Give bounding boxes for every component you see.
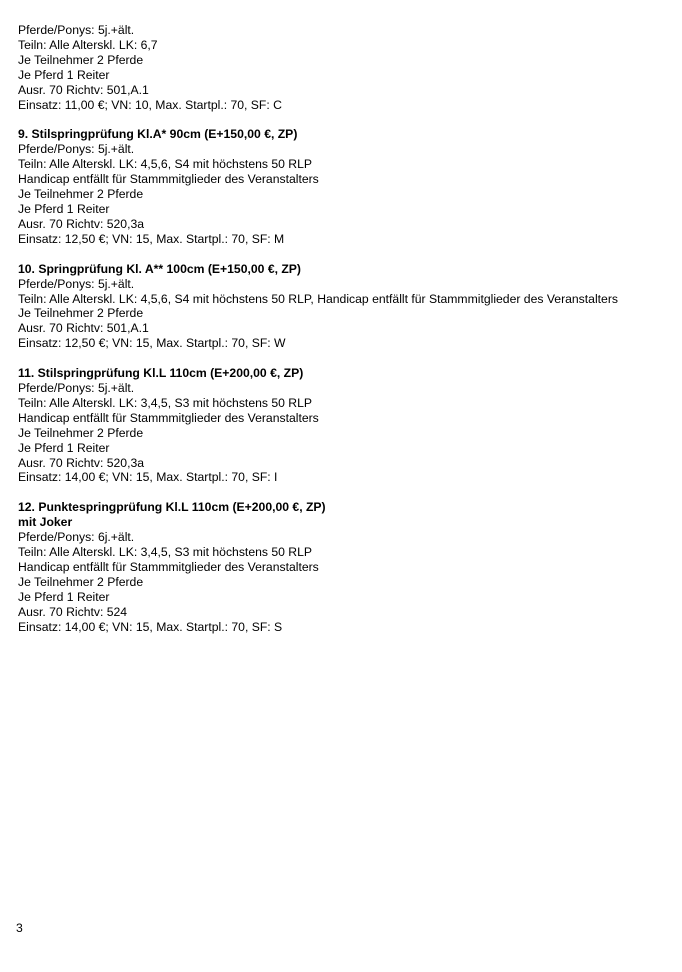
section-line: Ausr. 70 Richtv: 520,3a (18, 216, 145, 231)
section-line: Handicap entfällt für Stammmitglieder des Veranstalters (18, 172, 319, 187)
section-line: Je Teilnehmer 2 Pferde (18, 306, 144, 321)
section-title: 12. Punktespringprüfung Kl.L 110cm (E+200,00 €, ZP) (18, 500, 326, 515)
section-title: 11. Stilspringprüfung Kl.L 110cm (E+200,00 €, ZP) (18, 366, 304, 381)
section-line: Ausr. 70 Richtv: 520,3a (18, 455, 145, 470)
section-line: Ausr. 70 Richtv: 501,A.1 (18, 321, 149, 336)
competition-section-continued (18, 23, 678, 112)
section-line: Handicap entfällt für Stammmitglieder des Veranstalters (18, 410, 319, 425)
section-line: Pferde/Ponys: 5j.+ält. (18, 381, 135, 396)
section-line: Handicap entfällt für Stammmitglieder des Veranstalters (18, 560, 319, 574)
competition-section-11 (18, 366, 678, 485)
section-spacer (18, 485, 678, 500)
document-body (18, 23, 678, 635)
competition-section-12 (18, 500, 678, 634)
section-line: Teiln: Alle Alterskl. LK: 4,5,6, S4 mit höchstens 50 RLP, Handicap entfällt für Stammmitglieder des Veranstalters (18, 291, 618, 306)
section-line: Je Pferd 1 Reiter (18, 67, 110, 82)
section-line: Teiln: Alle Alterskl. LK: 4,5,6, S4 mit höchstens 50 RLP (18, 157, 313, 172)
page-number: 3 (16, 921, 23, 935)
competition-section-9 (18, 127, 678, 246)
section-line: Pferde/Ponys: 5j.+ält. (18, 276, 135, 291)
section-line: Einsatz: 14,00 €; VN: 15, Max. Startpl.: 70, SF: S (18, 619, 283, 634)
section-line: Je Pferd 1 Reiter (18, 440, 110, 455)
section-line: Je Teilnehmer 2 Pferde (18, 425, 144, 440)
section-spacer (18, 351, 678, 366)
section-title: 9. Stilspringprüfung Kl.A* 90cm (E+150,00 €, ZP) (18, 127, 298, 142)
section-line: Je Teilnehmer 2 Pferde (18, 574, 144, 589)
section-line: Ausr. 70 Richtv: 501,A.1 (18, 82, 149, 97)
section-line: Ausr. 70 Richtv: 524 (18, 604, 128, 619)
section-line: Einsatz: 12,50 €; VN: 15, Max. Startpl.: 70, SF: W (18, 336, 286, 351)
section-spacer (18, 247, 678, 262)
section-line: Einsatz: 12,50 €; VN: 15, Max. Startpl.: 70, SF: M (18, 231, 285, 246)
section-title: 10. Springprüfung Kl. A** 100cm (E+150,00 €, ZP) (18, 261, 301, 276)
section-line: Teiln: Alle Alterskl. LK: 3,4,5, S3 mit höchstens 50 RLP (18, 545, 313, 560)
section-line: Einsatz: 11,00 €; VN: 10, Max. Startpl.: 70, SF: C (18, 97, 282, 112)
section-line: Je Pferd 1 Reiter (18, 201, 110, 216)
section-line: Pferde/Ponys: 5j.+ält. (18, 142, 135, 157)
section-line: Pferde/Ponys: 5j.+ält. (18, 23, 135, 37)
section-spacer (18, 112, 678, 127)
section-line: Je Teilnehmer 2 Pferde (18, 187, 144, 202)
section-line: Teiln: Alle Alterskl. LK: 3,4,5, S3 mit höchstens 50 RLP (18, 395, 313, 410)
section-line: Je Pferd 1 Reiter (18, 589, 110, 604)
section-line: Einsatz: 14,00 €; VN: 15, Max. Startpl.: 70, SF: I (18, 470, 278, 485)
section-title-continuation: mit Joker (18, 515, 73, 530)
section-line: Teiln: Alle Alterskl. LK: 6,7 (18, 37, 158, 52)
section-line: Je Teilnehmer 2 Pferde (18, 52, 144, 67)
section-line: Pferde/Ponys: 6j.+ält. (18, 530, 135, 545)
competition-section-10 (18, 262, 678, 351)
